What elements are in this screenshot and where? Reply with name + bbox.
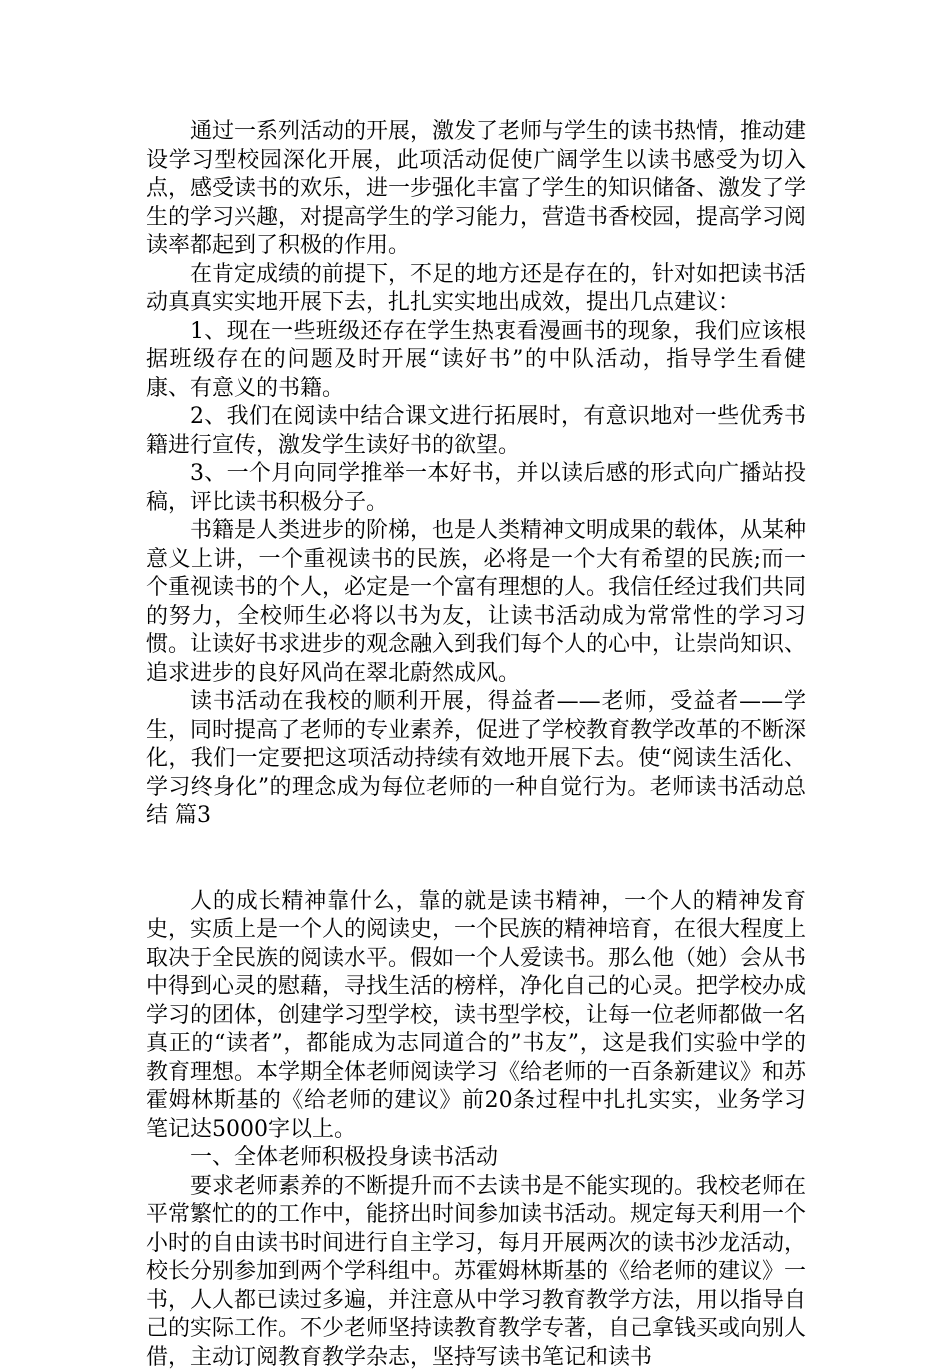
document-page	[146, 118, 806, 1372]
paragraph-suggestion-2: 2、我们在阅读中结合课文进行拓展时，有意识地对一些优秀书籍进行宣传，激发学生读好书的欲望。	[146, 403, 806, 460]
paragraph-books-ladder: 书籍是人类进步的阶梯，也是人类精神文明成果的载体，从某种意义上讲，一个重视读书的民族，必将是一个大有希望的民族;而一个重视读书的个人，必定是一个富有理想的人。我信任经过我们共同的努力，全校师生必将以书为友，让读书活动成为常常性的学习习惯。让读好书求进步的观念融入到我们每个人的心中，让崇尚知识、追求进步的良好风尚在翠北蔚然成风。	[146, 517, 806, 688]
section-spacer	[146, 831, 806, 888]
paragraph-conclusion: 读书活动在我校的顺利开展，得益者——老师，受益者——学生，同时提高了老师的专业素养，促进了学校教育教学改革的不断深化，我们一定要把这项活动持续有效地开展下去。使“阅读生活化、学习终身化”的理念成为每位老师的一种自觉行为。老师读书活动总结 篇3	[146, 688, 806, 831]
paragraph-activity-results: 通过一系列活动的开展，激发了老师与学生的读书热情，推动建设学习型校园深化开展，此项活动促使广阔学生以读书感受为切入点，感受读书的欢乐，进一步强化丰富了学生的知识储备、激发了学生的学习兴趣，对提高学生的学习能力，营造书香校园，提高学习阅读率都起到了积极的作用。	[146, 118, 806, 261]
section-heading-teachers-reading: 一、全体老师积极投身读书活动	[146, 1144, 806, 1173]
paragraph-reading-spirit: 人的成长精神靠什么，靠的就是读书精神，一个人的精神发育史，实质上是一个人的阅读史，一个民族的精神培育，在很大程度上取决于全民族的阅读水平。假如一个人爱读书。那么他（她）会从书中得到心灵的慰藉，寻找生活的榜样，净化自己的心灵。把学校办成学习的团体，创建学习型学校，读书型学校，让每一位老师都做一名真正的“读者”，都能成为志同道合的”书友”，这是我们实验中学的教育理想。本学期全体老师阅读学习《给老师的一百条新建议》和苏霍姆林斯基的《给老师的建议》前20条过程中扎扎实实，业务学习笔记达5000字以上。	[146, 888, 806, 1145]
paragraph-shortcomings: 在肯定成绩的前提下，不足的地方还是存在的，针对如把读书活动真真实实地开展下去，扎扎实实地出成效，提出几点建议：	[146, 261, 806, 318]
paragraph-teacher-requirements: 要求老师素养的不断提升而不去读书是不能实现的。我校老师在平常繁忙的的工作中，能挤出时间参加读书活动。规定每天利用一个小时的自由读书时间进行自主学习，每月开展两次的读书沙龙活动，校长分别参加到两个学科组中。苏霍姆林斯基的《给老师的建议》一书，人人都已读过多遍，并注意从中学习教育教学方法，用以指导自己的实际工作。不少老师坚持读教育教学专著，自己拿钱买或向别人借，主动订阅教育教学杂志，坚持写读书笔记和读书	[146, 1173, 806, 1372]
paragraph-suggestion-3: 3、一个月向同学推举一本好书，并以读后感的形式向广播站投稿，评比读书积极分子。	[146, 460, 806, 517]
paragraph-suggestion-1: 1、现在一些班级还存在学生热衷看漫画书的现象，我们应该根据班级存在的问题及时开展“读好书”的中队活动，指导学生看健康、有意义的书籍。	[146, 318, 806, 404]
